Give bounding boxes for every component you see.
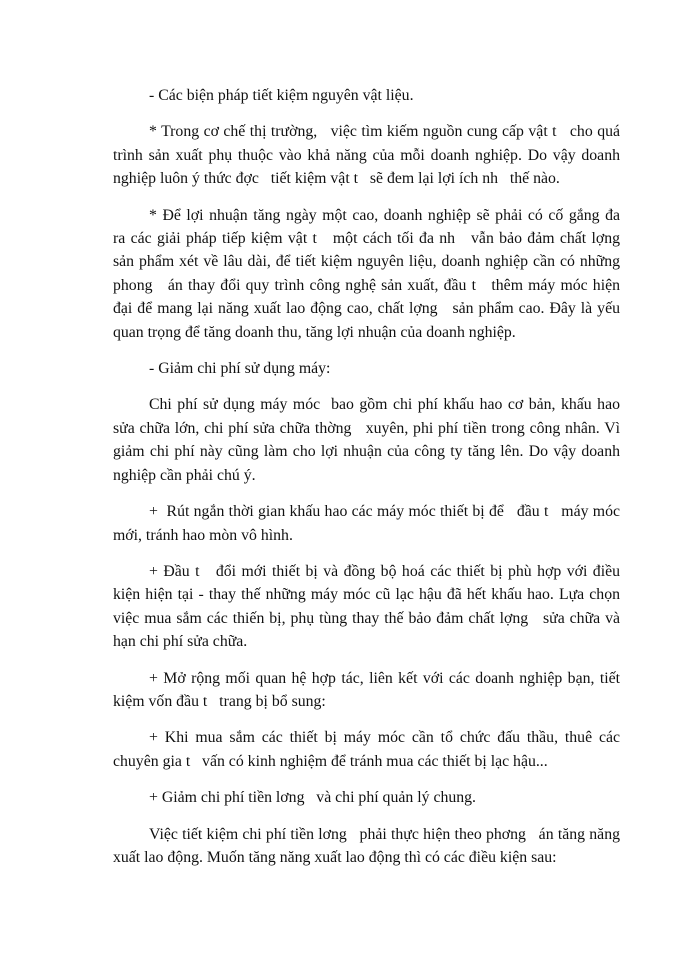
paragraph-11: Việc tiết kiệm chi phí tiền lơng phải thực hiện theo phơng án tăng năng xuất lao động. Muốn tăng năng xuất lao động thì có các điều kiện sau:	[113, 825, 624, 866]
paragraph-5: Chi phí sử dụng máy móc bao gồm chi phí khấu hao cơ bản, khấu hao sửa chữa lớn, chi phí sửa chữa thờng xuyên, phi phí tiền trong công nhân. Vì giảm chi phí này cũng làm cho lợi nhuận của công ty tăng lên. Do vậy doanh nghiệp cần phải chú ý.	[113, 396, 624, 484]
document-body	[113, 84, 632, 882]
paragraph-6: + Rút ngắn thời gian khấu hao các máy móc thiết bị để đầu t máy móc mới, tránh hao mòn vô hình.	[113, 503, 624, 544]
paragraph-10: + Giảm chi phí tiền lơng và chi phí quản lý chung.	[149, 789, 476, 807]
paragraph-2: * Trong cơ chế thị trường, việc tìm kiếm nguồn cung cấp vật t cho quá trình sản xuất phụ thuộc vào khả năng của mỗi doanh nghiệp. Do vậy doanh nghiệp luôn ý thức đợc tiết kiệm vật t sẽ đem lại lợi ích nh thế nào.	[113, 123, 624, 188]
paragraph-7: + Đầu t đổi mới thiết bị và đồng bộ hoá các thiết bị phù hợp với điều kiện hiện tại - thay thế những máy móc cũ lạc hậu đã hết khấu hao. Lựa chọn việc mua sắm các thiến bị, phụ tùng thay thế bảo đảm chất lợng sửa chữa và hạn chi phí sửa chữa.	[113, 562, 624, 651]
paragraph-8: + Mở rộng mối quan hệ hợp tác, liên kết với các doanh nghiệp bạn, tiết kiệm vốn đầu t trang bị bổ sung:	[113, 669, 624, 710]
paragraph-9: + Khi mua sắm các thiết bị máy móc cần tổ chức đấu thầu, thuê các chuyên gia t vấn có kinh nghiệm để tránh mua các thiết bị lạc hậu...	[113, 729, 624, 770]
paragraph-4: - Giảm chi phí sử dụng máy:	[149, 360, 331, 378]
paragraph-1: - Các biện pháp tiết kiệm nguyên vật liệu.	[149, 87, 414, 104]
paragraph-3: * Để lợi nhuận tăng ngày một cao, doanh nghiệp sẽ phải có cố gắng đa ra các giải pháp tiếp kiệm vật t một cách tối đa nh vẫn bảo đảm chất lợng sản phẩm xét về lâu dài, để tiết kiệm nguyên liệu, doanh nghiệp cần có những phong án thay đổi quy trình công nghệ sản xuất, đầu t thêm máy móc hiện đại để mang lại năng xuất lao động cao, chất lợng sản phẩm cao. Đây là yếu quan trọng để tăng doanh thu, tăng lợi nhuận của doanh nghiệp.	[113, 206, 632, 341]
